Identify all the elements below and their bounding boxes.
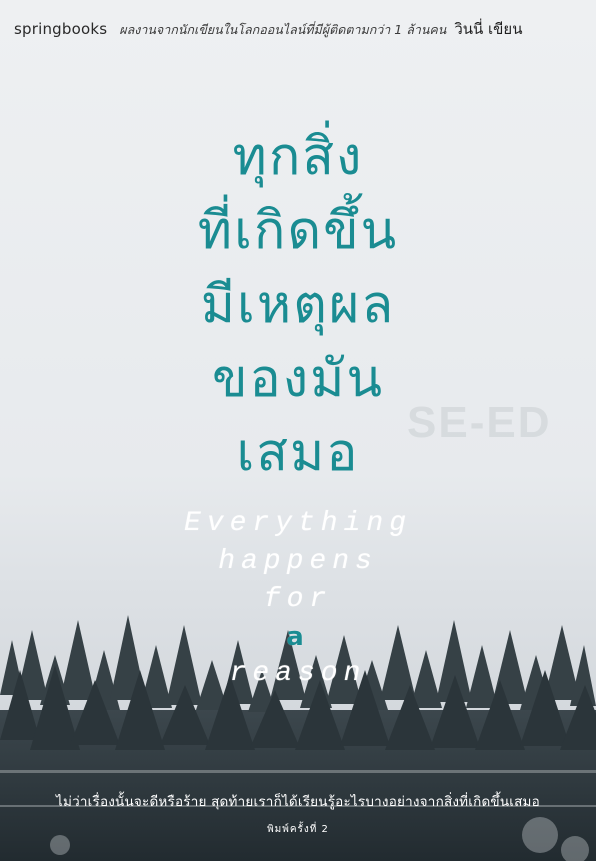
store-watermark: SE-ED: [407, 398, 552, 447]
header-bar: [14, 17, 586, 43]
english-word-5: reason: [229, 658, 367, 689]
english-word-1: Everything: [183, 508, 413, 539]
title-line-1: ทุกสิ่ง: [232, 127, 364, 187]
author-name: วินนี่ เขียน: [454, 20, 523, 38]
title-line-4: ของมัน: [212, 349, 384, 409]
title-line-3: มีเหตุผล: [200, 275, 396, 335]
english-word-2: happens: [218, 546, 378, 577]
publisher-logo: springbooks: [14, 20, 108, 38]
english-title: [0, 505, 596, 693]
english-word-3: for: [263, 584, 333, 615]
english-word-4: a: [286, 622, 310, 652]
title-line-2: ที่เกิดขึ้น: [197, 201, 399, 261]
subtitle: ไม่ว่าเรื่องนั้นจะดีหรือร้าย สุดท้ายเราก็ได้เรียนรู้อะไรบางอย่างจากสิ่งที่เกิดขึ้นเสมอ: [56, 794, 540, 810]
edition-label: พิมพ์ครั้งที่ 2: [267, 824, 329, 835]
tagline: ผลงานจากนักเขียนในโลกออนไลน์ที่มีผู้ติดตามกว่า 1 ล้านคน: [119, 22, 447, 37]
title-line-5: เสมอ: [236, 423, 360, 483]
